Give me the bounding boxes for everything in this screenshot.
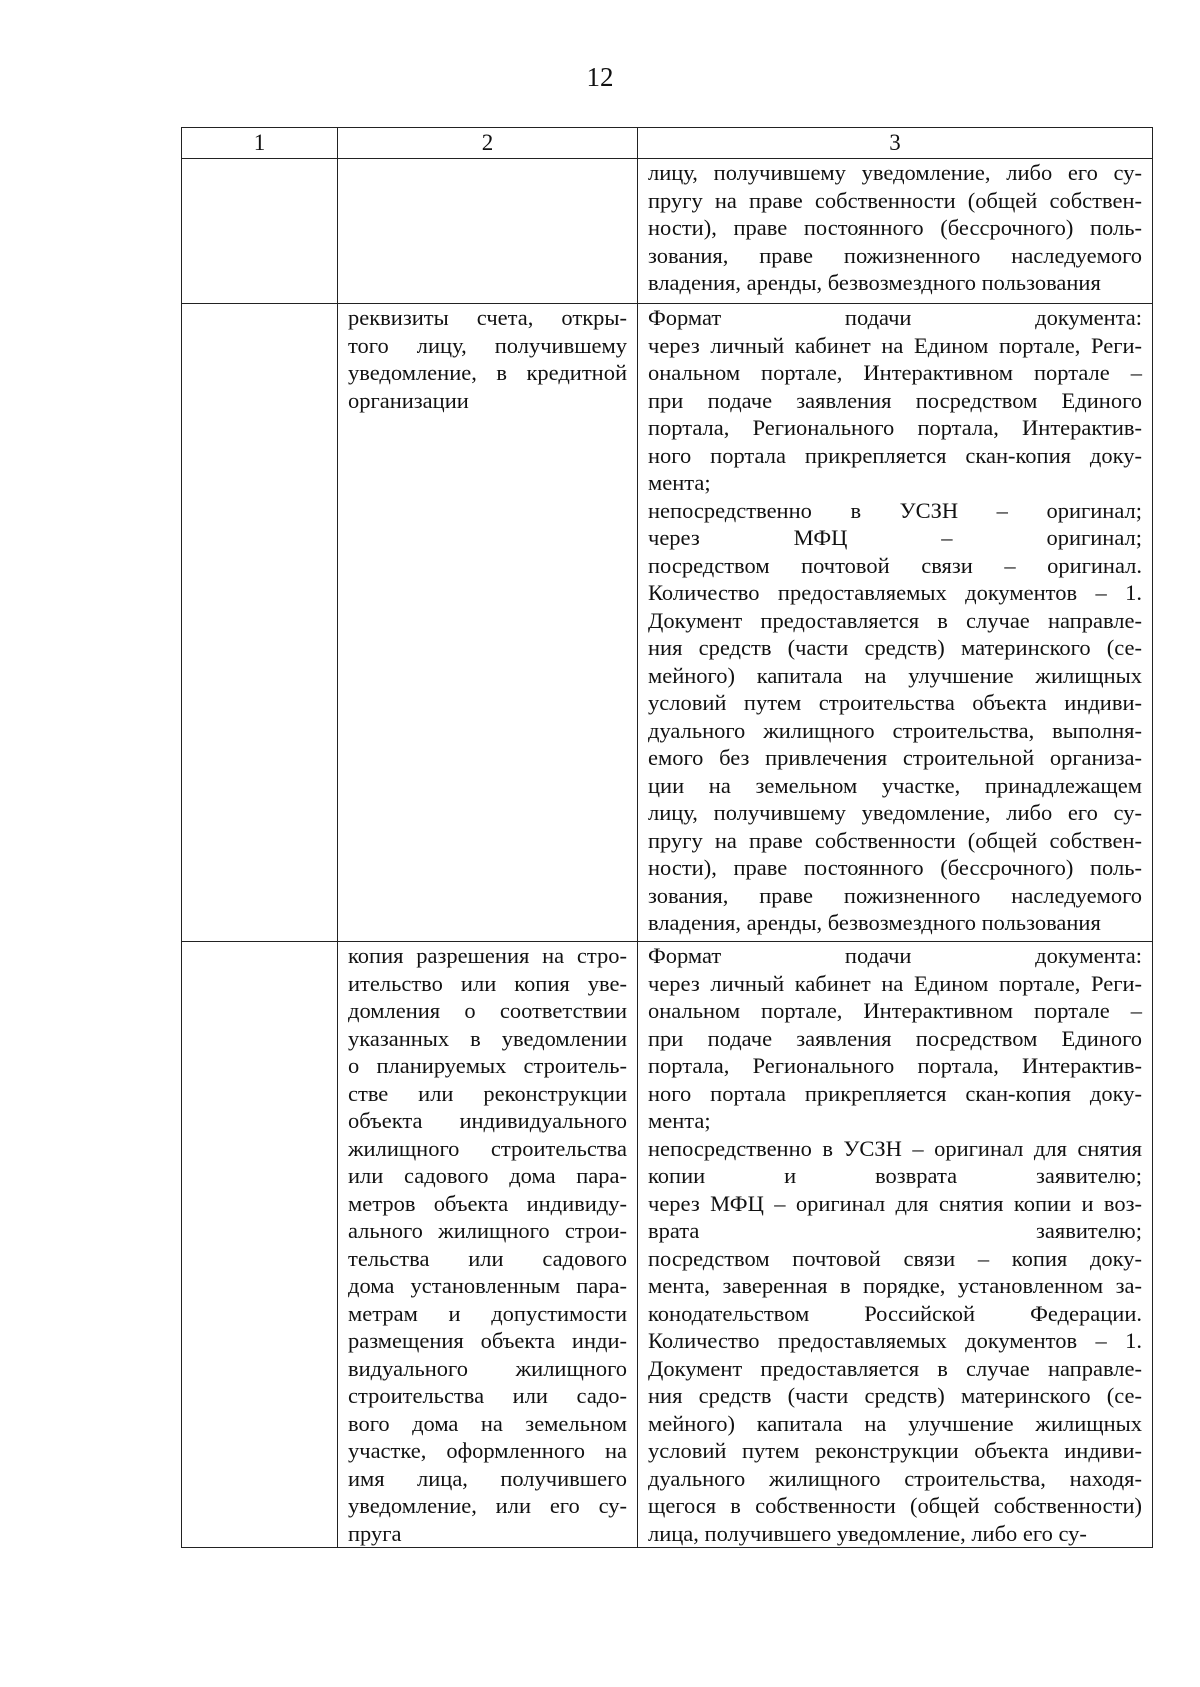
cell-col1	[182, 159, 338, 304]
text-line: строительства или садо-	[348, 1383, 627, 1408]
text-line: вого дома на земельном	[348, 1410, 627, 1436]
text-line: пругу на праве собственности (общей собствен-	[648, 827, 1142, 853]
text-line: ного портала прикрепляется скан-копия доку-	[648, 442, 1142, 468]
text-line: домления о соответствии	[348, 998, 627, 1023]
document-table	[181, 127, 1153, 1548]
text-line: Документ предоставляется в случае направле-	[648, 1355, 1142, 1381]
text-line: пругу на праве собственности (общей собствен-	[648, 187, 1142, 213]
table-header-row	[182, 128, 1153, 159]
text-line: через личный кабинет на Едином портале, Реги-	[648, 970, 1142, 996]
text-line: непосредственно в УСЗН – оригинал;	[648, 497, 1142, 523]
column-header-1: 1	[182, 128, 338, 159]
text-line: емого без привлечения строительной организа-	[648, 745, 1142, 770]
text-line: дуального жилищного строительства, находя-	[648, 1465, 1142, 1491]
column-header-3: 3	[638, 128, 1153, 159]
text-line: Количество предоставляемых документов – 1.	[648, 580, 1142, 605]
text-line: мента, заверенная в порядке, установленном за-	[648, 1273, 1142, 1298]
text-line: метров объекта индивиду-	[348, 1190, 627, 1216]
text-line: лица, получившего уведомление, либо его су-	[648, 1520, 1087, 1546]
text-line: Документ предоставляется в случае направле-	[648, 607, 1142, 633]
table-row	[182, 304, 1153, 942]
text-line: ного портала прикрепляется скан-копия доку-	[648, 1080, 1142, 1106]
text-line: ональном портале, Интерактивном портале –	[648, 998, 1142, 1023]
cell-col2	[338, 159, 638, 304]
text-line: условий путем строительства объекта индиви-	[648, 690, 1142, 715]
text-line: того лицу, получившему	[348, 332, 627, 358]
text-line: ния средств (части средств) материнского (се-	[648, 635, 1142, 660]
text-line: ональном портале, Интерактивном портале –	[648, 360, 1142, 385]
cell-col2	[338, 942, 638, 1548]
text-line: ности), праве постоянного (бессрочного) поль-	[648, 215, 1142, 240]
text-line: конодательством Российской Федерации.	[648, 1300, 1142, 1326]
text-line: ального жилищного строи-	[348, 1218, 627, 1243]
cell-col3	[638, 942, 1153, 1548]
text-line: портала, Регионального портала, Интерактив-	[648, 1053, 1142, 1078]
text-line: тельства или садового	[348, 1245, 627, 1271]
text-line: или садового дома пара-	[348, 1163, 627, 1188]
text-line: видуального жилищного	[348, 1355, 627, 1381]
text-line: ции на земельном участке, принадлежащем	[648, 772, 1142, 798]
text-line: зования, праве пожизненного наследуемого	[648, 882, 1142, 908]
text-line: копия разрешения на стро-	[348, 943, 627, 968]
text-line: Количество предоставляемых документов – 1.	[648, 1328, 1142, 1353]
text-line: лицу, получившему уведомление, либо его су-	[648, 160, 1142, 185]
text-line: лицу, получившему уведомление, либо его су-	[648, 800, 1142, 825]
text-line: пруга	[348, 1520, 402, 1546]
page-number: 12	[586, 62, 614, 92]
text-line: уведомление, или его су-	[348, 1493, 627, 1518]
text-line: условий путем реконструкции объекта индиви-	[648, 1438, 1142, 1463]
cell-col3	[638, 304, 1153, 942]
text-line: о планируемых строитель-	[348, 1053, 627, 1078]
text-line: владения, аренды, безвозмездного пользования	[648, 910, 1101, 935]
text-line: метрам и допустимости	[348, 1300, 627, 1326]
text-line: через МФЦ – оригинал для снятия копии и воз-	[648, 1190, 1142, 1216]
text-line: имя лица, получившего	[348, 1465, 627, 1491]
text-line: ния средств (части средств) материнского (се-	[648, 1383, 1142, 1408]
text-line: дома установленным пара-	[348, 1273, 627, 1298]
text-line: участке, оформленного на	[348, 1438, 627, 1463]
text-line: размещения объекта инди-	[348, 1328, 627, 1353]
cell-col1	[182, 942, 338, 1548]
text-line: зования, праве пожизненного наследуемого	[648, 242, 1142, 268]
text-line: владения, аренды, безвозмездного пользования	[648, 270, 1101, 295]
text-line: объекта индивидуального	[348, 1108, 627, 1133]
text-line: щегося в собственности (общей собственности)	[648, 1493, 1142, 1518]
column-header-2: 2	[338, 128, 638, 159]
text-line: стве или реконструкции	[348, 1080, 627, 1106]
text-line: через личный кабинет на Едином портале, Реги-	[648, 332, 1142, 358]
text-line: ительство или копия уве-	[348, 970, 627, 996]
text-line: при подаче заявления посредством Единого	[648, 387, 1142, 413]
text-line: врата заявителю;	[648, 1218, 1142, 1243]
text-line: мейного) капитала на улучшение жилищных	[648, 1410, 1142, 1436]
text-line: посредством почтовой связи – оригинал.	[648, 552, 1142, 578]
text-line: дуального жилищного строительства, выполня-	[648, 717, 1142, 743]
cell-col3	[638, 159, 1153, 304]
text-line: через МФЦ – оригинал;	[648, 525, 1142, 550]
text-line: посредством почтовой связи – копия доку-	[648, 1245, 1142, 1271]
cell-col2	[338, 304, 638, 942]
text-line: Формат подачи документа:	[648, 943, 1142, 968]
text-line: указанных в уведомлении	[348, 1025, 627, 1051]
table-row	[182, 159, 1153, 304]
text-line: жилищного строительства	[348, 1135, 627, 1161]
text-line: мента;	[648, 1108, 711, 1133]
text-line: уведомление, в кредитной	[348, 360, 627, 385]
text-line: портала, Регионального портала, Интерактив-	[648, 415, 1142, 440]
table-row	[182, 942, 1153, 1548]
text-line: при подаче заявления посредством Единого	[648, 1025, 1142, 1051]
text-line: ности), праве постоянного (бессрочного) поль-	[648, 855, 1142, 880]
text-line: копии и возврата заявителю;	[648, 1163, 1142, 1188]
text-line: непосредственно в УСЗН – оригинал для снятия	[648, 1135, 1142, 1161]
text-line: мейного) капитала на улучшение жилищных	[648, 662, 1142, 688]
text-line: мента;	[648, 470, 711, 495]
text-line: реквизиты счета, откры-	[348, 305, 627, 330]
text-line: организации	[348, 387, 469, 413]
text-line: Формат подачи документа:	[648, 305, 1142, 330]
cell-col1	[182, 304, 338, 942]
